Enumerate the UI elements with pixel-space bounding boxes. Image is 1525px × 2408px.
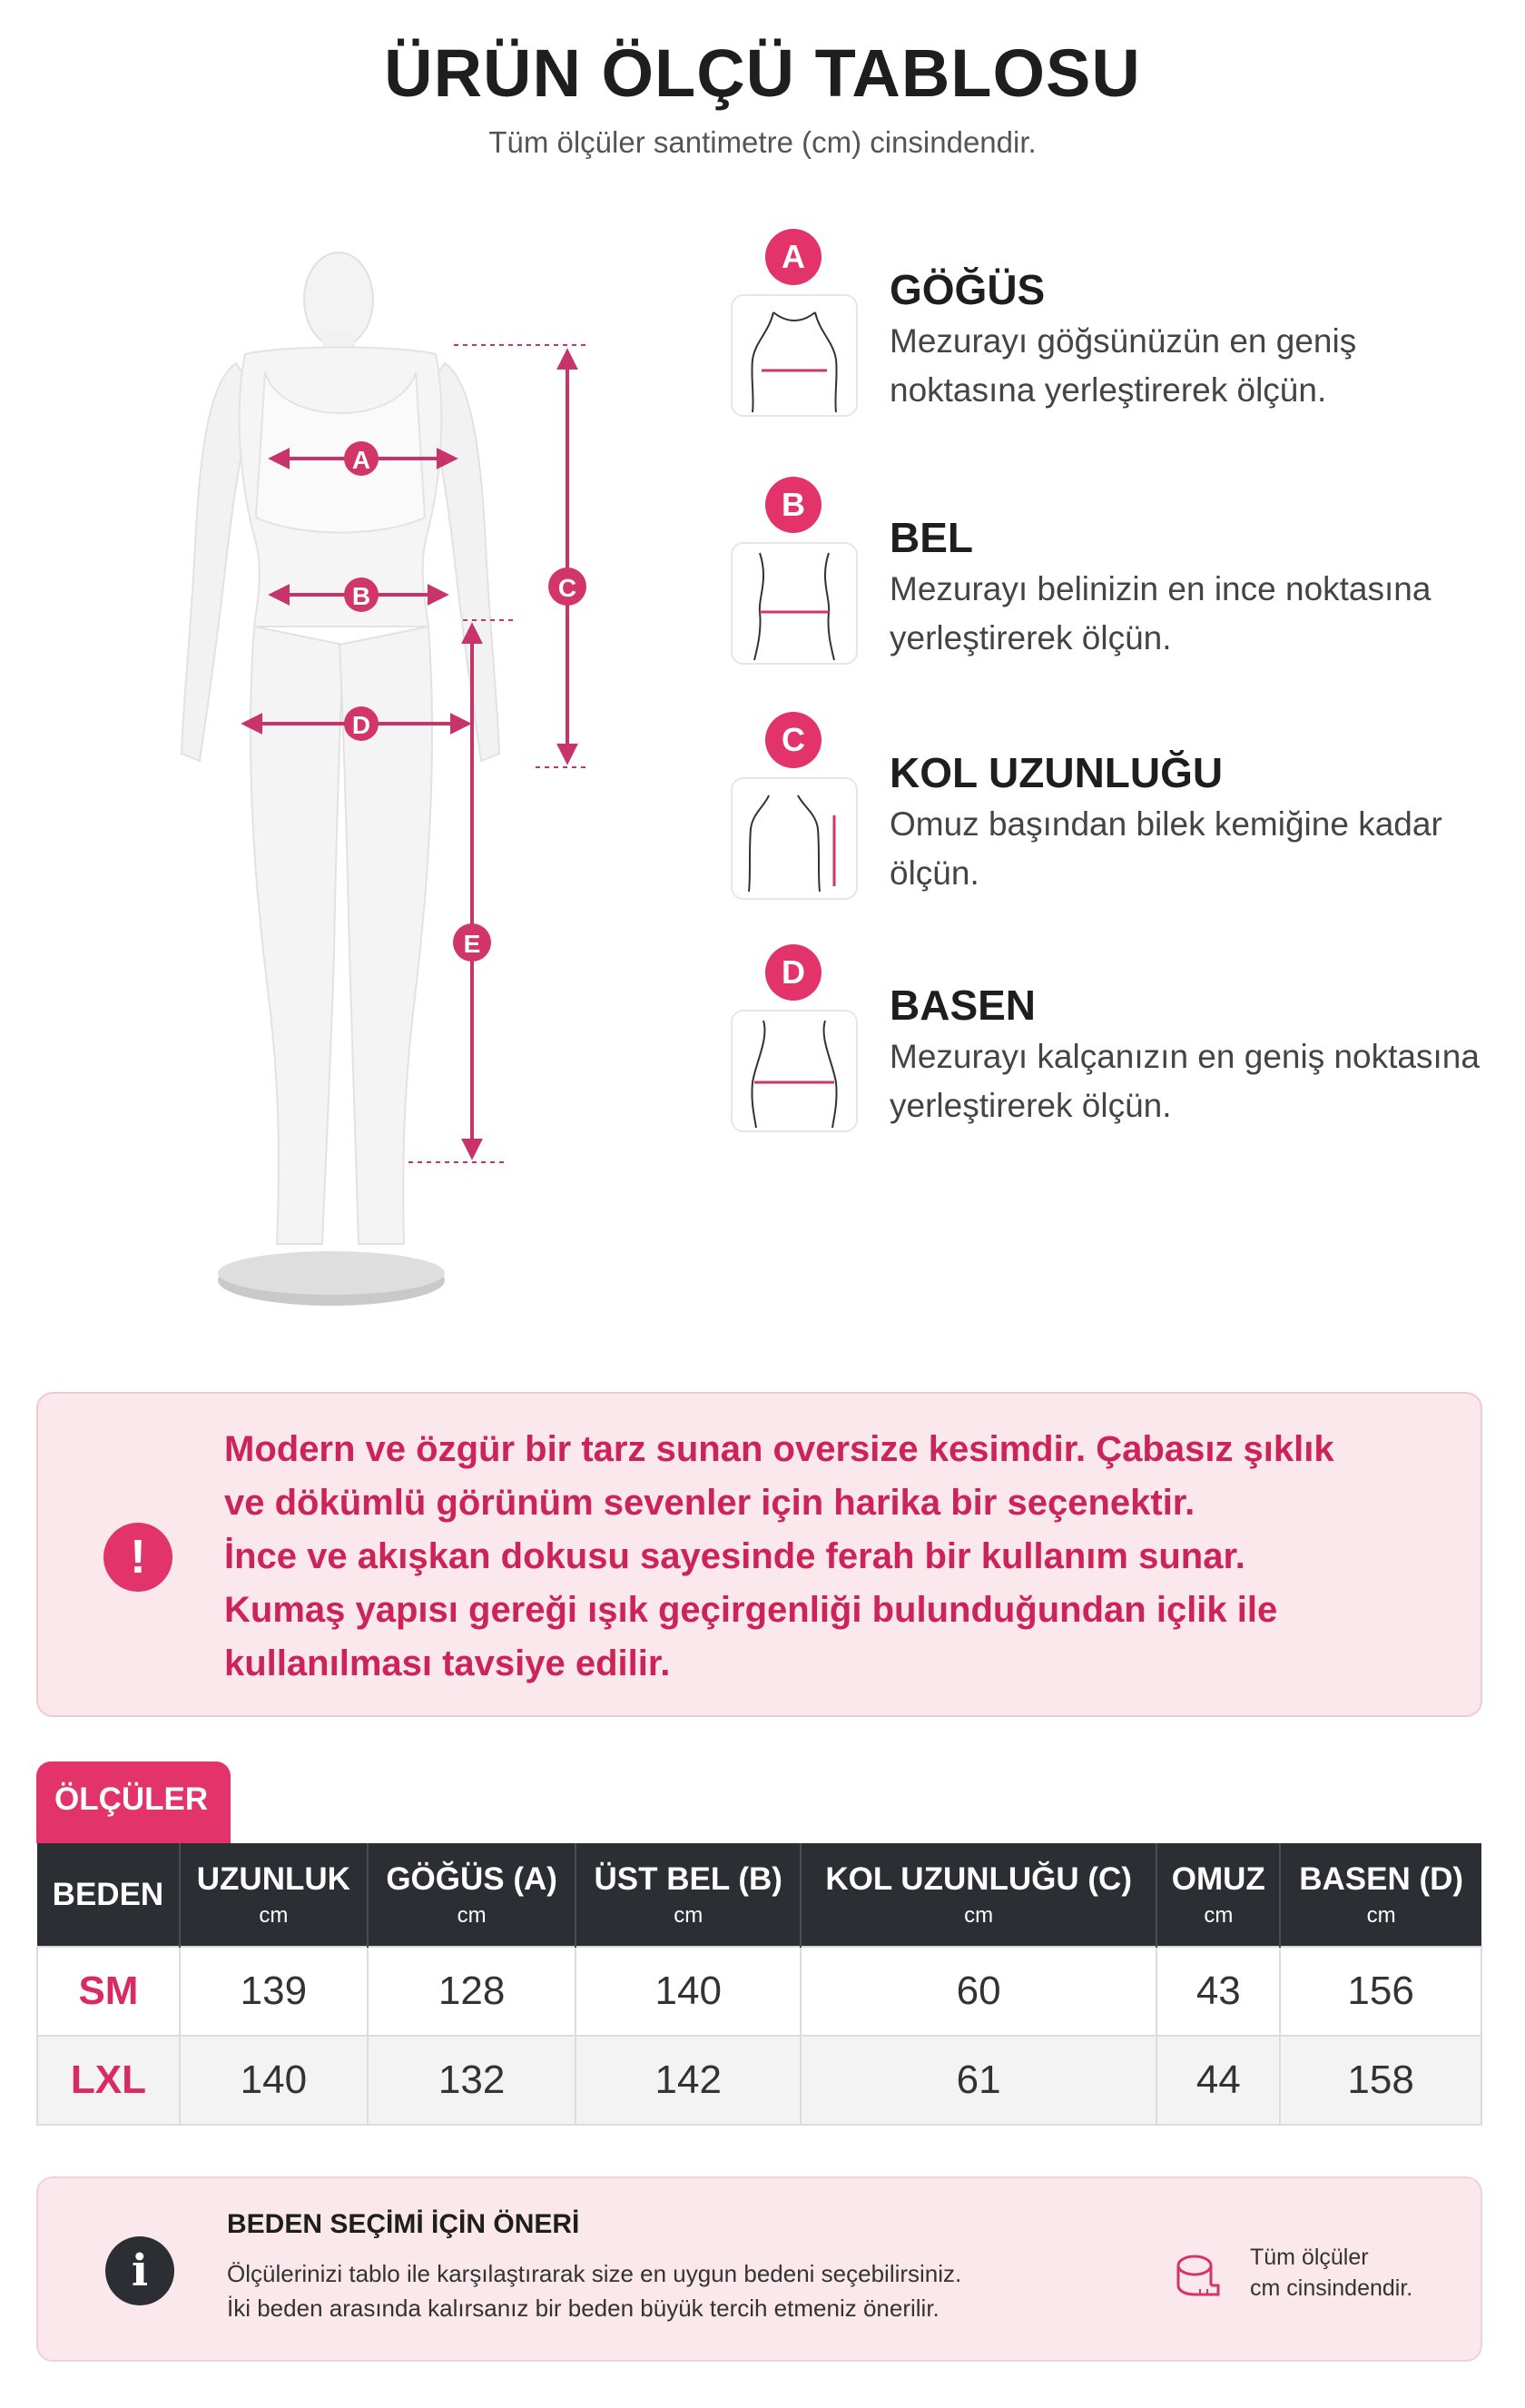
guide-letter: C [765,712,822,768]
guide-arm-length [731,712,1511,930]
table-cell: 132 [368,2036,576,2125]
guide-desc: Mezurayı belinizin en ince noktasına yerleştirerek ölçün. [890,570,1432,656]
table-cell: 158 [1280,2036,1481,2125]
table-cell: 60 [801,1947,1156,2036]
measurements-tab: ÖLÇÜLER [36,1762,231,1843]
hip-measure-icon [731,1010,858,1132]
header-cell: GÖĞÜS (A) cm [368,1843,576,1947]
guide-desc: Omuz başından bilek kemiğine kadar ölçün. [890,805,1442,892]
label-d: D [351,711,371,739]
header-cell: UZUNLUK cm [180,1843,368,1947]
table-cell: 139 [180,1947,368,2036]
advice-line: Ölçülerinizi tablo ile karşılaştırarak size en uygun bedeni seçebilirsiniz. [227,2260,962,2287]
advice-title: BEDEN SEÇİMİ İÇİN ÖNERİ [227,2209,580,2239]
table-cell: 61 [801,2036,1156,2125]
notice-line: Modern ve özgür bir tarz sunan oversize kesimdir. Çabasız şıklık [224,1429,1334,1469]
guide-letter: D [765,944,822,1001]
unit-note: Tüm ölçüler cm cinsindendir. [1250,2245,1413,2301]
waist-measure-icon [731,542,858,665]
page-title: ÜRÜN ÖLÇÜ TABLOSU [384,35,1141,111]
size-cell: SM [37,1947,180,2036]
table-cell: 44 [1156,2036,1280,2125]
table-row [37,1947,1481,2036]
guide-desc: Mezurayı kalçanızın en geniş noktasına yerleştirerek ölçün. [890,1038,1480,1124]
table-row [37,2036,1481,2125]
notice-line: ve dökümlü görünüm sevenler için harika bir seçenektir. [224,1483,1195,1523]
info-icon: i [105,2236,174,2305]
label-a: A [351,446,371,474]
label-c: C [557,574,577,602]
notice-line: kullanılması tavsiye edilir. [224,1643,671,1683]
table-cell: 43 [1156,1947,1280,2036]
table-cell: 140 [180,2036,368,2125]
page-subtitle: Tüm ölçüler santimetre (cm) cinsindendir. [488,125,1037,159]
table-header-row [37,1843,1481,1947]
notice-line: İnce ve akışkan dokusu sayesinde ferah bir kullanım sunar. [224,1536,1245,1576]
guide-title: BEL [890,514,973,561]
size-advice [36,2176,1482,2362]
measuring-tape-icon [1173,2249,1224,2300]
size-cell: LXL [37,2036,180,2125]
header-cell: ÜST BEL (B) cm [576,1843,800,1947]
label-e: E [463,930,481,958]
table-cell: 156 [1280,1947,1481,2036]
arm-length-icon [731,777,858,900]
size-table [36,1843,1482,2126]
table-cell: 142 [576,2036,800,2125]
guide-desc: Mezurayı göğsünüzün en geniş noktasına yerleştirerek ölçün. [890,322,1357,409]
table-cell: 140 [576,1947,800,2036]
guide-hip [731,944,1511,1162]
mannequin-figure [109,245,617,1317]
header-cell: BEDEN [37,1843,180,1947]
guide-title: KOL UZUNLUĞU [890,749,1224,796]
guide-waist [731,477,1511,695]
guide-chest [731,229,1511,447]
chest-measure-icon [731,294,858,417]
notice-text [224,1423,1468,1691]
product-notice [36,1392,1482,1717]
notice-line: Kumaş yapısı gereği ışık geçirgenliği bulunduğundan içlik ile [224,1590,1278,1630]
table-cell: 128 [368,1947,576,2036]
guide-title: GÖĞÜS [890,266,1046,313]
header-cell: OMUZ cm [1156,1843,1280,1947]
guide-title: BASEN [890,982,1037,1029]
advice-line: İki beden arasında kalırsanız bir beden büyük tercih etmeniz önerilir. [227,2295,940,2322]
label-b: B [351,582,371,610]
guide-letter: B [765,477,822,533]
header-cell: BASEN (D) cm [1280,1843,1481,1947]
exclamation-icon: ! [103,1523,172,1592]
header-cell: KOL UZUNLUĞU (C) cm [801,1843,1156,1947]
guide-letter: A [765,229,822,285]
